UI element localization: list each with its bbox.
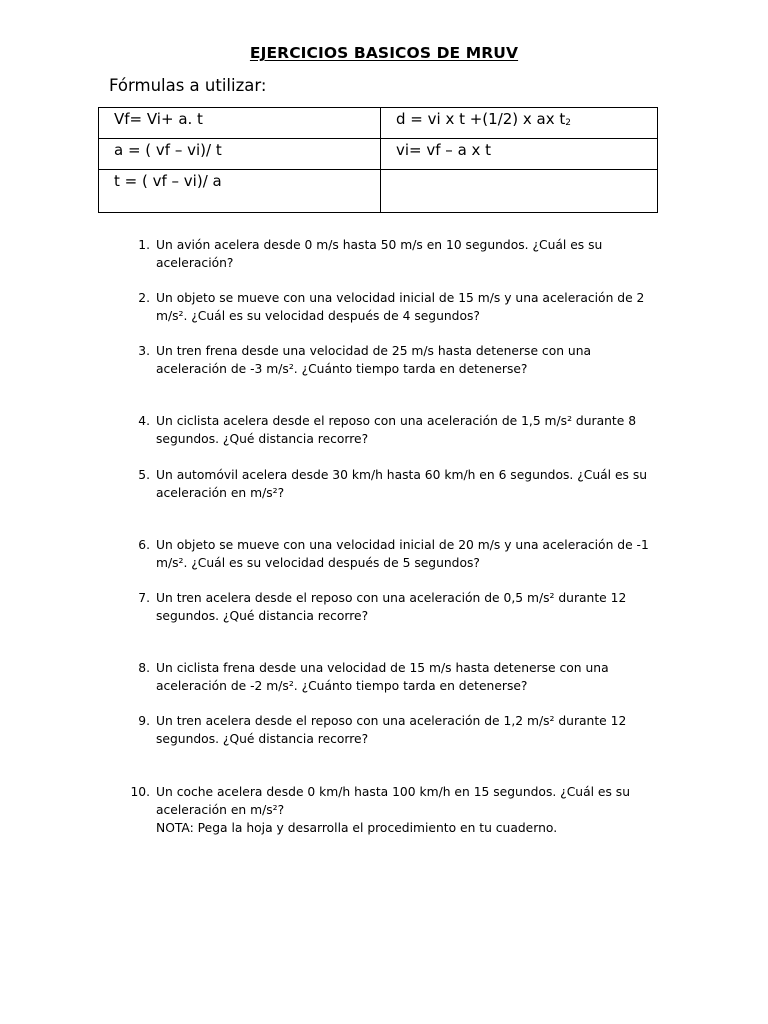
formula-cell: Vf= Vi+ a. t: [99, 108, 381, 139]
formula-cell: a = ( vf – vi)/ t: [99, 139, 381, 170]
exercise-number: 5.: [138, 468, 150, 482]
exercise-text: Un avión acelera desde 0 m/s hasta 50 m/s en 10 segundos. ¿Cuál es su aceleración?: [156, 238, 603, 270]
formula-cell: vi= vf – a x t: [381, 139, 658, 170]
exercise-text: Un ciclista acelera desde el reposo con una aceleración de 1,5 m/s² durante 8 segundos. ¿Qué distancia recorre?: [156, 414, 637, 446]
exercise-text: Un tren acelera desde el reposo con una aceleración de 1,2 m/s² durante 12 segundos. ¿Qué distancia recorre?: [156, 714, 627, 746]
exercise-text: Un objeto se mueve con una velocidad inicial de 20 m/s y una aceleración de -1 m/s². ¿Cuál es su velocidad después de 5 segundos?: [156, 538, 649, 570]
exercise-number: 6.: [138, 538, 150, 552]
exercise-question: Un coche acelera desde 0 km/h hasta 100 km/h en 15 segundos. ¿Cuál es su aceleración en m/s²?: [156, 785, 631, 817]
page-title: EJERCICIOS BASICOS DE MRUV: [249, 44, 519, 62]
formula-subscript: 2: [565, 118, 572, 128]
exercise-number: 4.: [138, 414, 150, 428]
formulas-heading: Fórmulas a utilizar:: [109, 76, 267, 95]
exercise-number: 9.: [138, 714, 150, 728]
exercise-number: 1.: [138, 238, 150, 252]
exercise-text: Un objeto se mueve con una velocidad inicial de 15 m/s y una aceleración de 2 m/s². ¿Cuál es su velocidad después de 4 segundos?: [156, 291, 645, 323]
formula-text: d = vi x t +(1/2) x ax t: [396, 110, 566, 128]
exercise-number: 3.: [138, 344, 150, 358]
exercise-text: Un tren acelera desde el reposo con una aceleración de 0,5 m/s² durante 12 segundos. ¿Qué distancia recorre?: [156, 591, 627, 623]
exercise-number: 2.: [138, 291, 150, 305]
formula-cell: t = ( vf – vi)/ a: [99, 170, 381, 213]
exercise-number: 8.: [138, 661, 150, 675]
exercise-number: 10.: [130, 785, 150, 799]
exercise-text: Un automóvil acelera desde 30 km/h hasta 60 km/h en 6 segundos. ¿Cuál es su aceleración en m/s²?: [156, 468, 648, 500]
note-text: NOTA: Pega la hoja y desarrolla el procedimiento en tu cuaderno.: [156, 821, 558, 835]
exercise-text: Un ciclista frena desde una velocidad de 15 m/s hasta detenerse con una aceleración de -2 m/s². ¿Cuánto tiempo tarda en detenerse?: [156, 661, 609, 693]
exercise-text: [156, 783, 661, 837]
exercise-text: Un tren frena desde una velocidad de 25 m/s hasta detenerse con una aceleración de -3 m/s². ¿Cuánto tiempo tarda en detenerse?: [156, 344, 592, 376]
exercise-number: 7.: [138, 591, 150, 605]
